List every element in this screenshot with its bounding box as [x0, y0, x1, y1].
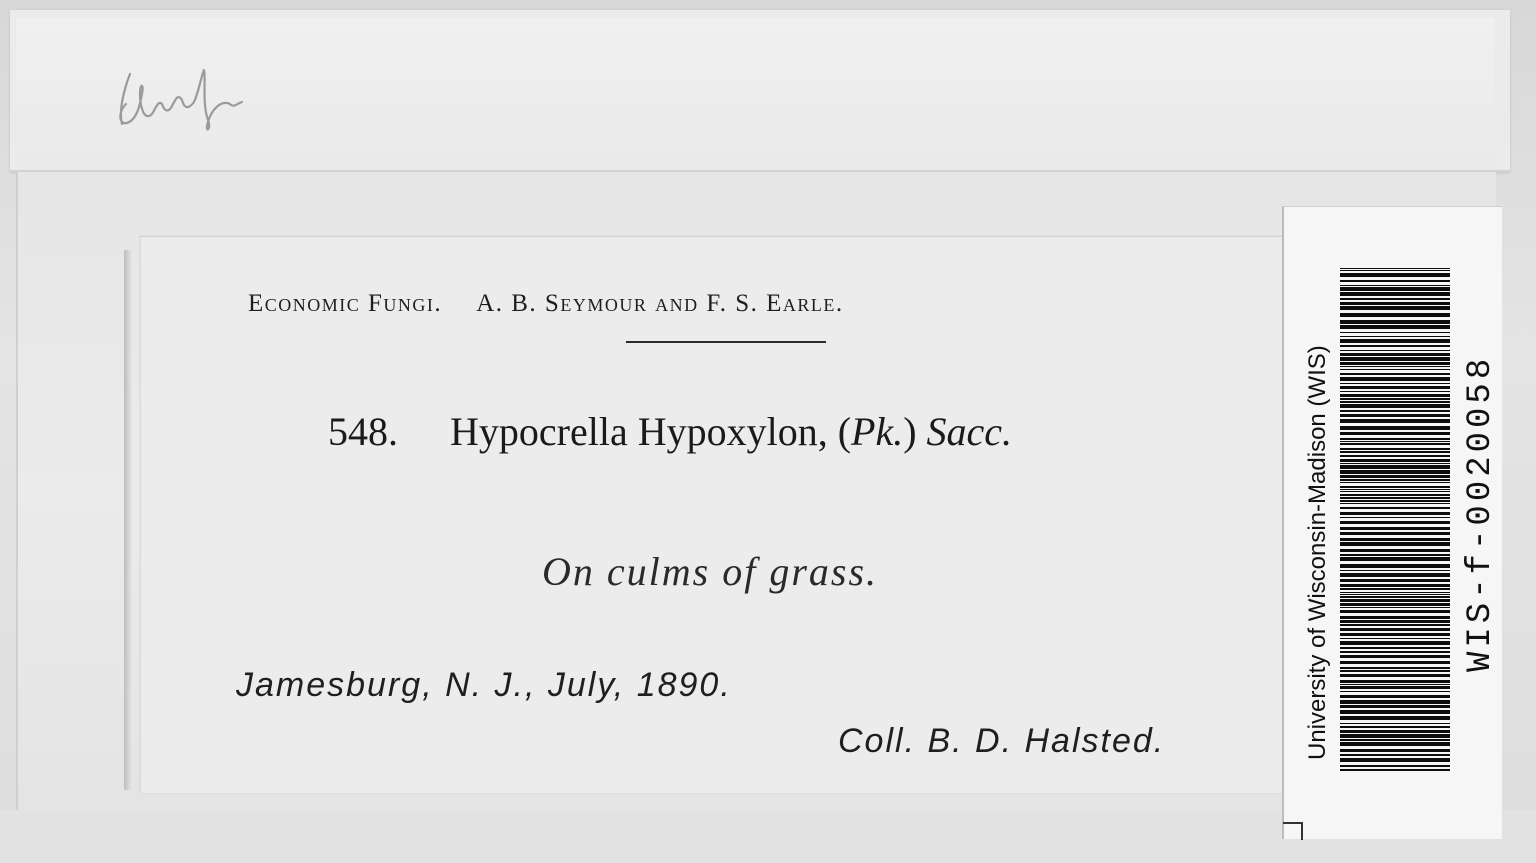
barcode-bar: [1340, 651, 1450, 653]
header-underline: [626, 341, 826, 343]
barcode-bar: [1340, 641, 1450, 645]
barcode-bar: [1340, 512, 1450, 515]
barcode-bar: [1340, 302, 1450, 305]
barcode-bar: [1340, 620, 1450, 623]
barcode-bar: [1340, 345, 1450, 347]
barcode-bar: [1340, 742, 1450, 746]
authority-close: ): [903, 409, 917, 454]
barcode-bar: [1340, 710, 1450, 714]
institution-text: University of Wisconsin-Madison (WIS): [1304, 345, 1331, 760]
barcode-bar: [1340, 459, 1450, 462]
barcode-bar: [1340, 441, 1450, 442]
authority-open: (: [837, 409, 852, 454]
barcode-bar: [1340, 647, 1450, 649]
barcode-bar: [1340, 394, 1450, 397]
specimen-number: 548.: [328, 409, 398, 454]
barcode-bar: [1340, 357, 1450, 361]
barcode-bar: [1340, 730, 1450, 733]
barcode-bar: [1340, 739, 1450, 741]
collector-text: Coll. B. D. Halsted.: [838, 722, 1166, 760]
barcode-bar: [1340, 638, 1450, 639]
barcode-bar: [1340, 489, 1450, 490]
barcode-bar: [1340, 377, 1450, 381]
barcode-bar: [1340, 410, 1450, 412]
barcode-bar: [1340, 765, 1450, 767]
barcode-bar: [1340, 475, 1450, 478]
barcode-bar: [1340, 542, 1450, 546]
barcode-bar: [1340, 594, 1450, 595]
barcode-bar: [1340, 573, 1450, 577]
barcode-bar: [1340, 298, 1450, 300]
barcode-bar: [1340, 451, 1450, 453]
barcode-bar: [1340, 398, 1450, 400]
barcode-bar: [1340, 686, 1450, 689]
barcode-bar: [1340, 438, 1450, 440]
barcode-bar: [1340, 603, 1450, 606]
barcode-bar: [1340, 486, 1450, 488]
barcode-bar: [1340, 700, 1450, 704]
barcode-bar: [1340, 680, 1450, 683]
barcode-bar: [1340, 769, 1450, 771]
barcode-bar: [1340, 426, 1450, 430]
barcode-bar: [1340, 624, 1450, 626]
species-name: Hypocrella Hypoxylon,: [450, 409, 828, 454]
barcode-bar: [1340, 313, 1450, 317]
barcode-bar: [1340, 507, 1450, 509]
label-header: [248, 290, 1228, 318]
barcode-bar: [1340, 432, 1450, 435]
barcode-bar: [1340, 482, 1450, 483]
barcode-bar: [1340, 628, 1450, 631]
barcode-bar: [1340, 670, 1450, 672]
barcode-bar: [1340, 280, 1450, 282]
barcode-bar: [1340, 557, 1450, 561]
barcode-bar: [1340, 691, 1450, 692]
species-line: [328, 408, 1012, 455]
barcode-bar: [1340, 332, 1450, 333]
barcode-bar: [1340, 448, 1450, 450]
barcode-bar: [1340, 758, 1450, 762]
barcode-bar: [1340, 726, 1450, 728]
barcode-bar: [1340, 270, 1450, 271]
barcode-bar: [1340, 292, 1450, 296]
barcode-bar: [1340, 491, 1450, 492]
barcode-bar: [1340, 353, 1450, 356]
barcode-bar: [1340, 500, 1450, 502]
barcode-bar: [1340, 723, 1450, 724]
barcode-bar: [1340, 749, 1450, 752]
barcode-bar: [1340, 494, 1450, 496]
barcode-bar: [1340, 674, 1450, 677]
barcode-bar: [1340, 306, 1450, 310]
barcode-bar: [1340, 414, 1450, 417]
locality-text: Jamesburg, N. J., July, 1890.: [236, 666, 732, 704]
barcode-bar: [1340, 463, 1450, 464]
barcode-bar: [1340, 443, 1450, 445]
basionym-authority: Pk.: [851, 409, 904, 454]
barcode-bar: [1340, 517, 1450, 518]
barcode-bar: [1340, 584, 1450, 587]
barcode-bar: [1340, 716, 1450, 720]
barcode-bar: [1340, 610, 1450, 613]
barcode-bar: [1340, 320, 1450, 324]
barcode-bar: [1340, 705, 1450, 708]
series-title: Economic Fungi.: [248, 290, 443, 317]
barcode-bar: [1340, 339, 1450, 343]
barcode-bar: [1340, 273, 1450, 277]
barcode-bar: [1340, 599, 1450, 602]
barcode-bar: [1340, 497, 1450, 499]
barcode-bar: [1340, 521, 1450, 524]
barcode-bar: [1340, 350, 1450, 351]
barcode-bar: [1340, 684, 1450, 685]
collectors-text: A. B. Seymour and F. S. Earle.: [476, 290, 844, 317]
handwritten-annotation: [112, 64, 252, 134]
barcode-bar: [1340, 419, 1450, 423]
barcode-bar: [1340, 549, 1450, 552]
barcode-bar: [1340, 695, 1450, 698]
corner-mark: [1283, 822, 1303, 840]
barcode-bar: [1340, 532, 1450, 535]
barcode-bar: [1340, 285, 1450, 286]
barcode-bar: [1340, 592, 1450, 593]
specimen-label: [140, 236, 1283, 793]
envelope-edge: [124, 250, 132, 790]
barcode-bar: [1340, 287, 1450, 291]
barcode-bar: [1340, 465, 1450, 469]
barcode-bar: [1340, 470, 1450, 474]
barcode-bar: [1340, 373, 1450, 375]
barcode-bar: [1340, 564, 1450, 568]
barcode-bar: [1340, 554, 1450, 556]
barcode-bar: [1340, 401, 1450, 403]
barcode-bar: [1340, 570, 1450, 571]
barcode-bar: [1340, 383, 1450, 384]
barcode-bar: [1340, 655, 1450, 658]
barcode-bar: [1340, 667, 1450, 669]
barcode-bar: [1340, 538, 1450, 541]
barcode-bar: [1340, 588, 1450, 590]
barcode-bar: [1340, 661, 1450, 664]
barcode-bar: [1340, 386, 1450, 389]
barcode-bar: [1340, 579, 1450, 582]
barcode-bar: [1340, 734, 1450, 738]
barcode-bar: [1340, 404, 1450, 408]
barcode: [1340, 268, 1450, 774]
barcode-bar: [1340, 633, 1450, 636]
barcode-bar: [1340, 268, 1450, 269]
barcode-bar: [1340, 596, 1450, 598]
barcode-bar: [1340, 362, 1450, 365]
catalog-number: WIS-f-0020058: [1462, 354, 1500, 672]
barcode-bar: [1340, 754, 1450, 756]
barcode-bar: [1340, 503, 1450, 504]
barcode-bar: [1340, 455, 1450, 457]
barcode-bar: [1340, 391, 1450, 392]
barcode-bar: [1340, 607, 1450, 608]
species-authority: Sacc.: [926, 409, 1013, 454]
barcode-bar: [1340, 527, 1450, 530]
barcode-bar: [1340, 369, 1450, 370]
barcode-bar: [1340, 479, 1450, 481]
barcode-bar: [1340, 366, 1450, 367]
barcode-bar: [1340, 616, 1450, 619]
barcode-bar: [1340, 325, 1450, 329]
barcode-bar: [1340, 336, 1450, 337]
host-text: On culms of grass.: [542, 549, 879, 594]
